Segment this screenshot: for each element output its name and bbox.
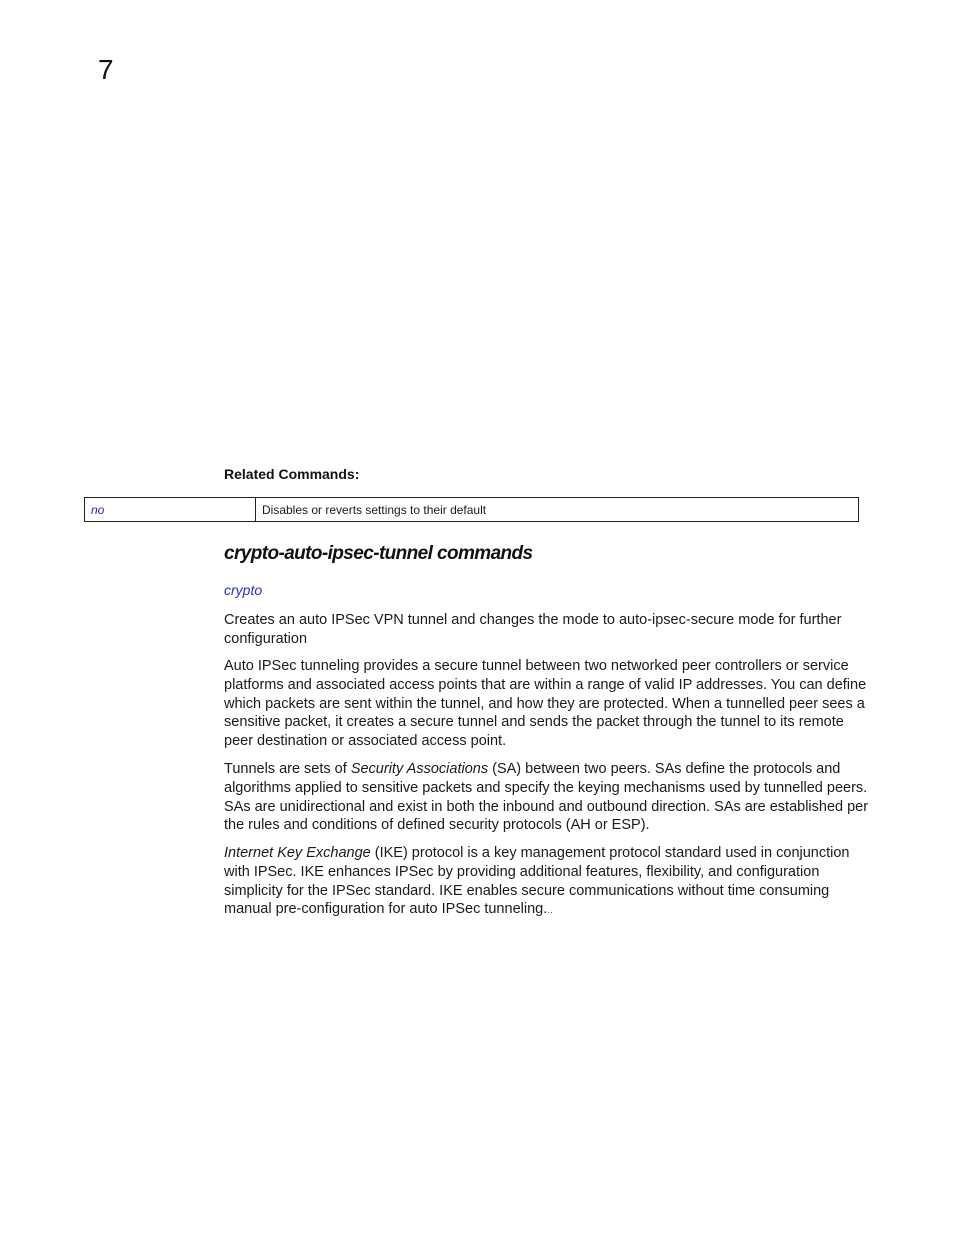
ike-term: Internet Key Exchange (224, 845, 371, 861)
chapter-number: 7 (98, 54, 114, 85)
table-row (85, 498, 859, 522)
crypto-link[interactable]: crypto (224, 582, 263, 598)
para3-after: (SA) between two peers. SAs define the protocols and algorithms applied to sensitive packets and specify the keying mechanisms used by tunnelled peers. SAs are unidirectional and exist in both the inbound and outbound direction. SAs are established per the rules and conditions of defined security protocols (AH or ESP). (224, 761, 869, 834)
related-commands-heading: Related Commands: (224, 466, 360, 482)
section-title: crypto-auto-ipsec-tunnel commands (224, 543, 533, 564)
para3-before: Tunnels are sets of (224, 761, 351, 777)
para4-after: (IKE) protocol is a key management protocol standard used in conjunction with IPSec. IKE enhances IPSec by providing additional features, flexibility, and configuration simplicity for the IPSec standard. IKE enables secure communications without time consuming manual pre-configuration for auto IPSec tunneling. (224, 845, 850, 918)
related-commands-table (84, 497, 859, 522)
description-paragraph: Creates an auto IPSec VPN tunnel and changes the mode to auto-ipsec-secure mode for further configuration (224, 612, 842, 647)
edit-marker: .. (547, 905, 553, 917)
security-associations-paragraph (224, 760, 870, 835)
related-command-description: Disables or reverts settings to their default (256, 498, 859, 522)
related-command-no-link[interactable]: no (85, 498, 256, 522)
ike-paragraph (224, 844, 870, 921)
tunneling-paragraph: Auto IPSec tunneling provides a secure tunnel between two networked peer controllers or service platforms and associated access points that are within a range of valid IP addresses. You can define which packets are sent within the tunnel, and how they are protected. When a tunnelled peer sees a sensitive packet, it creates a secure tunnel and sends the packet through the tunnel to its remote peer destination or associated access point. (224, 658, 867, 750)
security-associations-term: Security Associations (350, 761, 489, 777)
